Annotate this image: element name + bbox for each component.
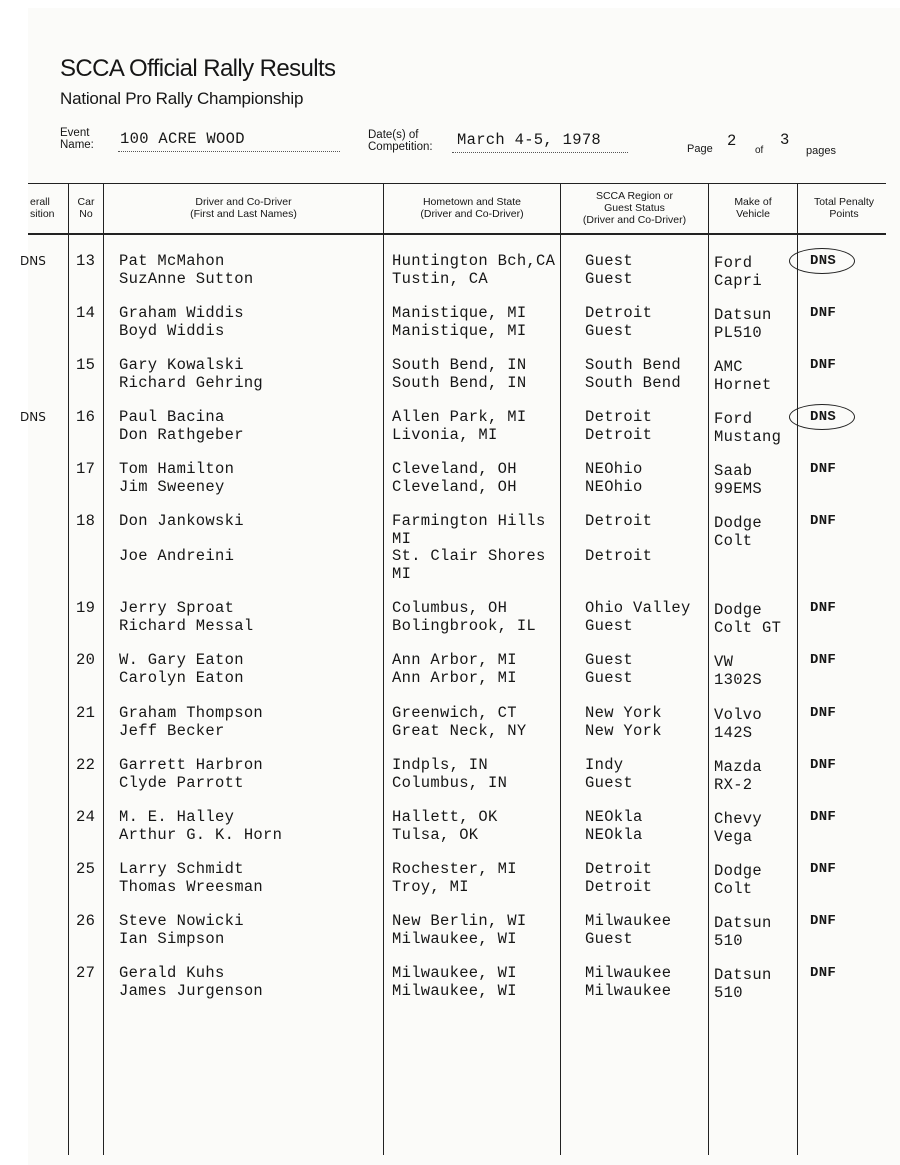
driver-hometown: New Berlin, WI [392,912,527,930]
driver-region: New York [585,704,662,722]
codriver-region: South Bend [585,374,682,392]
penalty-points: DNF [810,913,837,929]
car-number: 18 [76,512,96,530]
driver-region: Guest [585,252,634,270]
vehicle-model: Hornet [714,376,772,394]
col-divider-driver [383,183,384,1155]
vehicle-model: Colt [714,532,753,550]
driver-hometown: Rochester, MI [392,860,517,878]
penalty-points: DNF [810,513,837,529]
codriver-name: Richard Messal [119,617,254,635]
codriver-name: Jeff Becker [119,722,225,740]
codriver-hometown: Bolingbrook, IL [392,617,537,635]
codriver-region: Guest [585,270,634,288]
col-header-make: Make of Vehicle [734,196,772,220]
car-number: 27 [76,964,96,982]
driver-name: Paul Bacina [119,408,225,426]
vehicle-make: VW [714,653,734,671]
codriver-name: Don Rathgeber [119,426,244,444]
col-divider-hometown [560,183,561,1155]
driver-name: M. E. Halley [119,808,235,826]
codriver-region: Detroit [585,426,653,444]
codriver-name: Carolyn Eaton [119,669,244,687]
driver-hometown: Milwaukee, WI [392,964,517,982]
table-top-rule [28,183,886,184]
car-number: 24 [76,808,96,826]
col-header-points: Total Penalty Points [813,196,875,220]
vehicle-model: Mustang [714,428,782,446]
vehicle-model: Colt [714,880,753,898]
penalty-points: DNF [810,652,837,668]
driver-region: South Bend [585,356,682,374]
driver-region: Detroit [585,304,653,322]
document-subtitle: National Pro Rally Championship [60,89,304,108]
driver-hometown: Allen Park, MI [392,408,527,426]
penalty-points: DNF [810,461,837,477]
codriver-region: Guest [585,930,634,948]
vehicle-make: Mazda [714,758,763,776]
codriver-hometown: Columbus, IN [392,774,508,792]
penalty-points: DNF [810,861,837,877]
codriver-name: Arthur G. K. Horn [119,826,283,844]
codriver-hometown: Cleveland, OH [392,478,517,496]
driver-region: Detroit [585,408,653,426]
event-name-label: Event Name: [60,127,94,151]
driver-hometown: South Bend, IN [392,356,527,374]
dates-value: March 4-5, 1978 [457,131,602,149]
vehicle-make: Datsun [714,966,772,984]
vehicle-make: Dodge [714,514,763,532]
codriver-region: New York [585,722,662,740]
codriver-region: Guest [585,669,634,687]
codriver-hometown: Tulsa, OK [392,826,479,844]
car-number: 15 [76,356,96,374]
vehicle-make: Ford [714,254,753,272]
driver-name: Tom Hamilton [119,460,235,478]
penalty-points: DNF [810,705,837,721]
driver-region: NEOhio [585,460,643,478]
codriver-name: Boyd Widdis [119,322,225,340]
codriver-hometown: St. Clair Shores MI [392,547,546,583]
vehicle-model: 510 [714,932,743,950]
driver-region: Guest [585,651,634,669]
codriver-name: James Jurgenson [119,982,264,1000]
vehicle-model: 99EMS [714,480,763,498]
driver-region: Detroit [585,512,653,530]
codriver-region: Detroit [585,878,653,896]
codriver-name: Jim Sweeney [119,478,225,496]
car-number: 25 [76,860,96,878]
car-number: 19 [76,599,96,617]
penalty-points: DNF [810,809,837,825]
vehicle-model: 1302S [714,671,763,689]
col-header-hometown: Hometown and State (Driver and Co-Driver) [420,196,524,220]
dns-circle-mark [789,404,855,430]
vehicle-model: RX-2 [714,776,753,794]
penalty-points: DNF [810,600,837,616]
codriver-name: SuzAnne Sutton [119,270,254,288]
vehicle-make: Datsun [714,914,772,932]
driver-name: Gerald Kuhs [119,964,225,982]
codriver-region: Guest [585,774,634,792]
driver-hometown: Greenwich, CT [392,704,517,722]
vehicle-make: Saab [714,462,753,480]
vehicle-make: Datsun [714,306,772,324]
driver-region: Ohio Valley [585,599,691,617]
penalty-points: DNF [810,757,837,773]
codriver-hometown: South Bend, IN [392,374,527,392]
col-header-car: Car No [77,196,95,220]
vehicle-model: 510 [714,984,743,1002]
driver-name: Pat McMahon [119,252,225,270]
driver-name: Graham Widdis [119,304,244,322]
penalty-points: DNF [810,305,837,321]
car-number: 21 [76,704,96,722]
vehicle-model: 142S [714,724,753,742]
driver-name: Larry Schmidt [119,860,244,878]
vehicle-model: Colt GT [714,619,782,637]
page-total: 3 [780,131,790,149]
codriver-name: Thomas Wreesman [119,878,264,896]
driver-name: Don Jankowski [119,512,244,530]
codriver-hometown: Troy, MI [392,878,469,896]
vehicle-make: Ford [714,410,753,428]
codriver-region: Guest [585,617,634,635]
penalty-points: DNF [810,965,837,981]
col-divider-car [103,183,104,1155]
pages-label: pages [806,145,836,157]
vehicle-model: PL510 [714,324,763,342]
col-divider-position [68,183,69,1155]
driver-name: Garrett Harbron [119,756,264,774]
vehicle-make: Volvo [714,706,763,724]
driver-name: Steve Nowicki [119,912,244,930]
codriver-region: Milwaukee [585,982,672,1000]
col-divider-make [797,183,798,1155]
col-header-driver: Driver and Co-Driver (First and Last Names) [190,196,297,220]
vehicle-make: AMC [714,358,743,376]
codriver-hometown: Ann Arbor, MI [392,669,517,687]
driver-name: W. Gary Eaton [119,651,244,669]
codriver-name: Ian Simpson [119,930,225,948]
driver-hometown: Manistique, MI [392,304,527,322]
driver-hometown: Ann Arbor, MI [392,651,517,669]
car-number: 20 [76,651,96,669]
codriver-name: Joe Andreini [119,547,235,565]
codriver-region: Detroit [585,547,653,565]
codriver-hometown: Tustin, CA [392,270,489,288]
driver-region: Detroit [585,860,653,878]
page-label: Page [687,143,713,155]
vehicle-model: Vega [714,828,753,846]
driver-region: NEOkla [585,808,643,826]
document-title: SCCA Official Rally Results [60,55,336,82]
driver-hometown: Huntington Bch,CA [392,252,556,270]
penalty-points: DNS [810,409,837,425]
vehicle-make: Dodge [714,601,763,619]
car-number: 14 [76,304,96,322]
codriver-hometown: Manistique, MI [392,322,527,340]
car-number: 13 [76,252,96,270]
table-header-rule [28,233,886,235]
car-number: 26 [76,912,96,930]
driver-name: Jerry Sproat [119,599,235,617]
codriver-hometown: Milwaukee, WI [392,930,517,948]
event-name-underline [118,151,340,152]
col-header-region: SCCA Region or Guest Status (Driver and Co-Driver) [582,190,687,226]
margin-note-dns: DNS [20,254,46,268]
margin-note-dns: DNS [20,410,46,424]
codriver-hometown: Milwaukee, WI [392,982,517,1000]
event-name-value: 100 ACRE WOOD [120,130,245,148]
car-number: 22 [76,756,96,774]
dates-underline [452,152,628,153]
col-divider-region [708,183,709,1155]
dns-circle-mark [789,248,855,274]
driver-region: Indy [585,756,624,774]
codriver-region: NEOkla [585,826,643,844]
driver-name: Graham Thompson [119,704,264,722]
vehicle-make: Chevy [714,810,763,828]
car-number: 17 [76,460,96,478]
codriver-hometown: Livonia, MI [392,426,498,444]
codriver-name: Richard Gehring [119,374,264,392]
penalty-points: DNS [810,253,837,269]
driver-hometown: Hallett, OK [392,808,498,826]
codriver-name: Clyde Parrott [119,774,244,792]
codriver-region: Guest [585,322,634,340]
driver-region: Milwaukee [585,912,672,930]
vehicle-model: Capri [714,272,763,290]
vehicle-make: Dodge [714,862,763,880]
page-of-label: of [755,145,764,156]
driver-hometown: Indpls, IN [392,756,489,774]
driver-name: Gary Kowalski [119,356,244,374]
codriver-region: NEOhio [585,478,643,496]
driver-hometown: Cleveland, OH [392,460,517,478]
driver-hometown: Farmington Hills MI [392,512,546,548]
page-number: 2 [727,132,737,150]
driver-hometown: Columbus, OH [392,599,508,617]
penalty-points: DNF [810,357,837,373]
codriver-hometown: Great Neck, NY [392,722,527,740]
driver-region: Milwaukee [585,964,672,982]
col-header-position: erall sition [30,196,55,220]
car-number: 16 [76,408,96,426]
dates-label: Date(s) of Competition: [368,129,433,153]
